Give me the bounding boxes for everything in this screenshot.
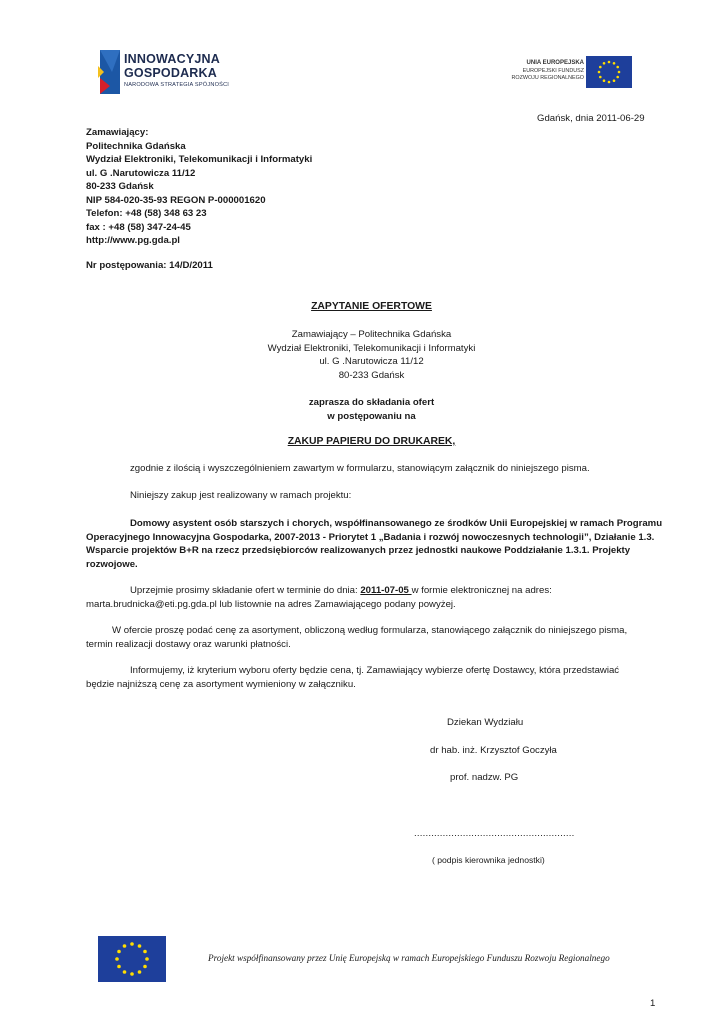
- contracting-party-line: Wydział Elektroniki, Telekomunikacji i Informatyki: [86, 154, 313, 165]
- website-link[interactable]: http://www.pg.gda.pl: [86, 235, 180, 246]
- logo-line3: NARODOWA STRATEGIA SPÓJNOŚCI: [124, 82, 230, 88]
- offer-line: termin realizacji dostawy oraz warunki płatności.: [86, 638, 291, 650]
- signature-title: Dziekan Wydziału: [447, 717, 524, 728]
- page-number: 1: [650, 998, 656, 1009]
- project-description: [86, 517, 662, 571]
- address-line: 80-233 Gdańsk: [338, 369, 405, 381]
- contracting-party-line: NIP 584-020-35-93 REGON P-000001620: [86, 194, 266, 206]
- criterion-line: Informujemy, iż kryterium wyboru oferty będzie cena, tj. Zamawiający wybierze ofertę Dostawcy, która przedstawiać: [130, 665, 620, 676]
- contracting-party-line: 80-233 Gdańsk: [86, 181, 154, 192]
- paragraph-scope: zgodnie z ilością i wyszczególnieniem zawartym w formularzu, stanowiącym załącznik do niniejszego pisma.: [130, 463, 590, 474]
- eu-flag-icon: [586, 56, 632, 88]
- signature-position: prof. nadzw. PG: [450, 772, 519, 783]
- deadline-date: 2011-07-05: [360, 585, 412, 596]
- deadline-email-line: marta.brudnicka@eti.pg.gda.pl lub listownie na adres Zamawiającego podany powyżej.: [86, 598, 456, 610]
- project-line: Wsparcie projektów B+R na rzecz przedsiębiorców realizowanych przez jednostki naukowe Poddziałanie 1.3.1. Projekty: [86, 545, 631, 557]
- contracting-party-line: Politechnika Gdańska: [86, 140, 186, 152]
- address-line: ul. G .Narutowicza 11/12: [319, 356, 424, 368]
- criterion-line: będzie najniższą cenę za asortyment wymieniony w załączniku.: [86, 678, 356, 690]
- logo-emblem-icon: [92, 48, 122, 96]
- logo-line2: GOSPODARKA: [124, 66, 217, 80]
- address-line: Zamawiający – Politechnika Gdańska: [291, 329, 452, 340]
- contracting-party-line: Telefon: +48 (58) 348 63 23: [86, 208, 207, 219]
- eu-logo-line3: ROZWOJU REGIONALNEGO: [511, 75, 584, 81]
- invitation-block: [0, 396, 724, 423]
- logo-line1: INNOWACYJNA: [124, 52, 220, 66]
- contracting-party-line: Zamawiający:: [86, 127, 149, 138]
- signature-name: dr hab. inż. Krzysztof Goczyła: [430, 745, 557, 756]
- signature-dots: ........................................................: [414, 828, 575, 839]
- eu-fund-logo: [500, 56, 632, 90]
- address-line: Wydział Elektroniki, Telekomunikacji i Informatyki: [267, 342, 476, 354]
- footer-note: Projekt współfinansowany przez Unię Europejską w ramach Europejskiego Funduszu Rozwoju Regionalnego: [208, 953, 610, 963]
- project-line: Domowy asystent osób starszych i chorych, współfinansowanego ze środków Unii Europejskiej w ramach Programu: [130, 518, 663, 529]
- contracting-party-block: [86, 126, 312, 248]
- innowacyjna-gospodarka-logo: [92, 48, 242, 96]
- place-date: Gdańsk, dnia 2011-06-29: [537, 113, 645, 124]
- signature-caption: ( podpis kierownika jednostki): [432, 855, 545, 865]
- invitation-line: zaprasza do składania ofert: [308, 397, 435, 408]
- subject-title: ZAKUP PAPIERU DO DRUKAREK,: [287, 436, 456, 447]
- offer-paragraph: [86, 624, 627, 651]
- project-line: rozwojowe.: [86, 558, 138, 570]
- eu-flag-footer-icon: [98, 936, 166, 982]
- paragraph-project-intro: Niniejszy zakup jest realizowany w ramach projektu:: [130, 490, 352, 501]
- contracting-party-line: ul. G .Narutowicza 11/12: [86, 167, 196, 179]
- address-block: [0, 328, 724, 382]
- deadline-text-after: w formie elektronicznej na adres:: [411, 585, 552, 596]
- eu-logo-line2: EUROPEJSKI FUNDUSZ: [522, 68, 584, 74]
- deadline-text: Uprzejmie prosimy składanie ofert w terminie do dnia:: [130, 585, 361, 596]
- procedure-number: Nr postępowania: 14/D/2011: [86, 260, 213, 271]
- project-line: Operacyjnego Innowacyjna Gospodarka, 2007-2013 - Priorytet 1 „Badania i rozwój nowoczesnych technologii”, Działanie 1.3.: [86, 531, 655, 543]
- offer-line: W ofercie proszę podać cenę za asortyment, obliczoną według formularza, stanowiącego załącznik do niniejszego pisma,: [112, 625, 628, 636]
- invitation-line: w postępowaniu na: [327, 410, 416, 422]
- document-title: ZAPYTANIE OFERTOWE: [311, 301, 432, 312]
- contracting-party-line: fax : +48 (58) 347-24-45: [86, 221, 191, 233]
- eu-logo-line1: UNIA EUROPEJSKA: [526, 60, 584, 66]
- criterion-paragraph: [86, 664, 619, 691]
- deadline-paragraph: [86, 584, 552, 611]
